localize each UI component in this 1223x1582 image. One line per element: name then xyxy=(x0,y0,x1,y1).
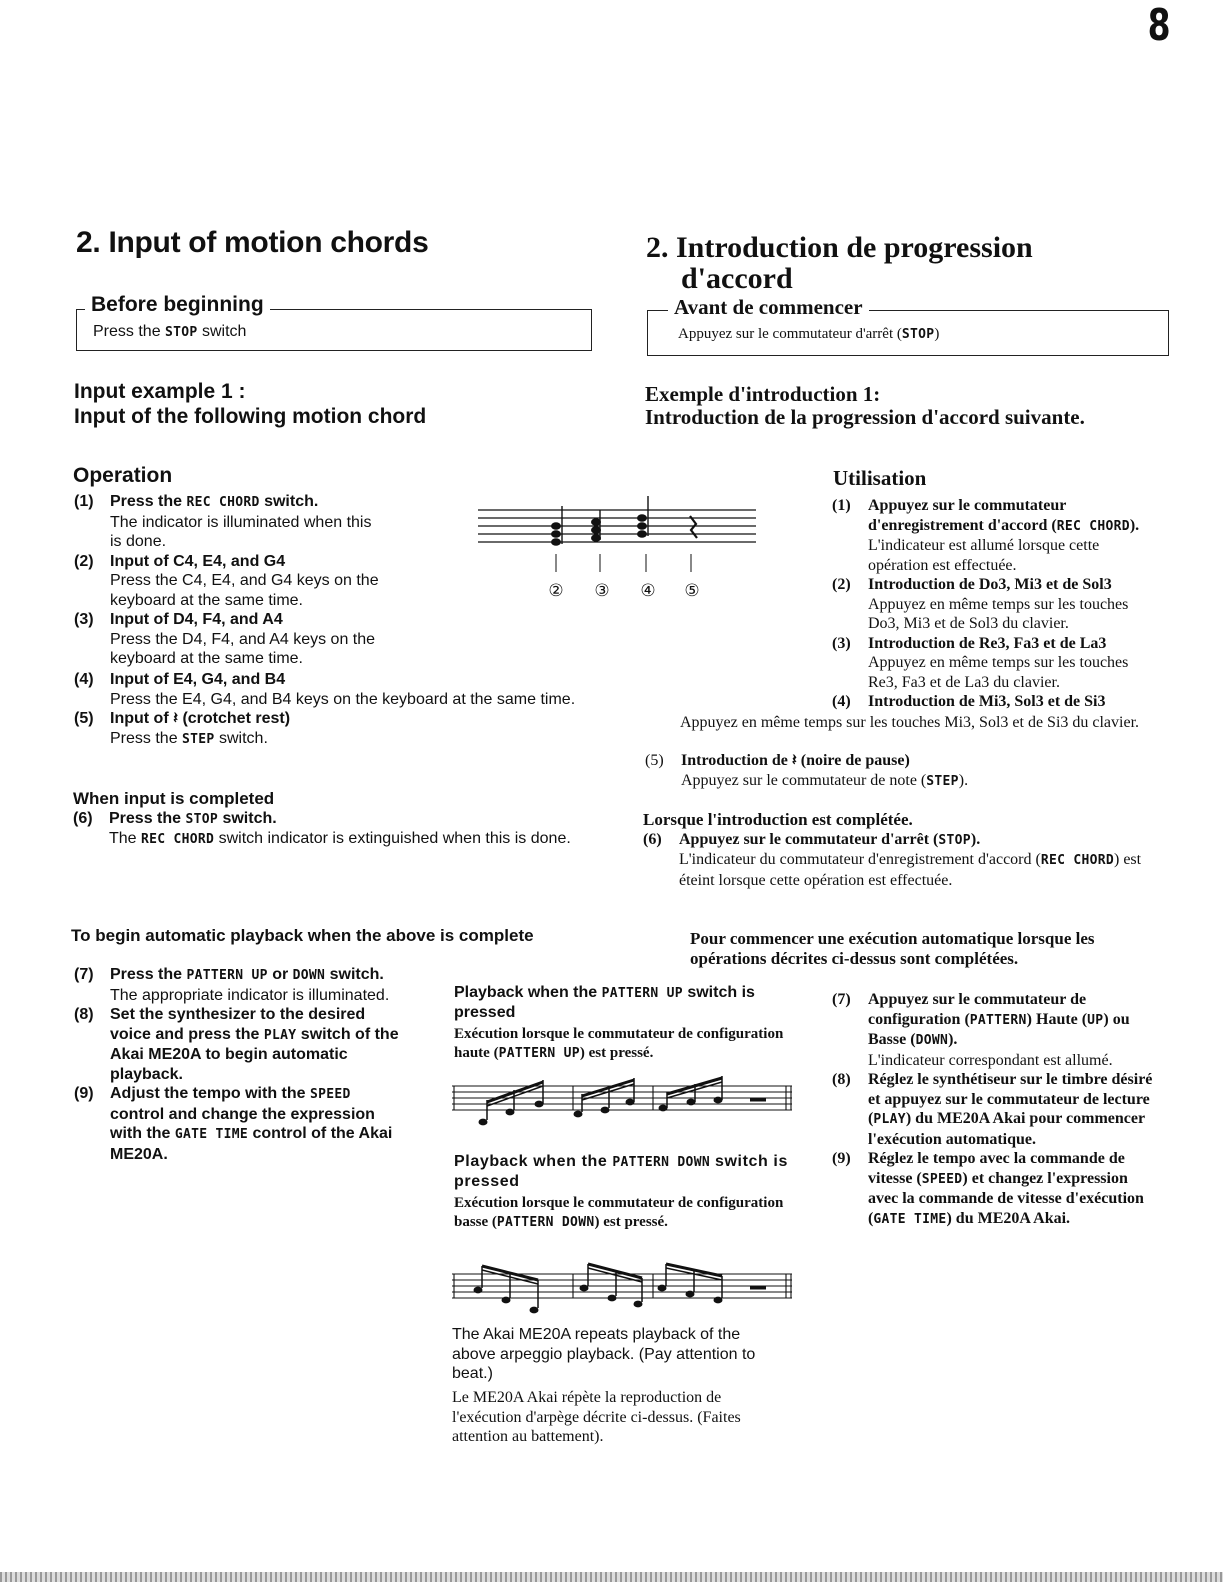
steps-en-1-3 xyxy=(74,492,379,669)
before-title-en: Before beginning xyxy=(85,293,270,317)
step-4-fr-text: Appuyez en même temps sur les touches Mi3, Sol3 et de Si3 du clavier. xyxy=(680,714,1140,731)
step-7-fr: (7) Appuyez sur le commutateur de configuration (PATTERN) Haute (UP) ou Basse (DOWN). L'indicateur correspondant est allumé. xyxy=(832,991,1130,1069)
chord-2-note xyxy=(551,530,561,538)
before-box-fr xyxy=(647,295,1169,356)
step-4-en: (4) Input of E4, G4, and B4 Press the E4, G4, and B4 keys on the keyboard at the same time. xyxy=(74,671,576,708)
chord-stems xyxy=(562,496,648,544)
pattern-down-caption: Playback when the PATTERN DOWN switch is pressed Exécution lorsque le commutateur de configuration basse (PATTERN DOWN) est pressé. xyxy=(454,1153,788,1230)
staff-rest-icon xyxy=(690,516,697,538)
pattern-up-caption: Playback when the PATTERN UP switch is pressed Exécution lorsque le commutateur de configuration haute (PATTERN UP) est pressé. xyxy=(454,984,784,1061)
step-9-fr: (9) Réglez le tempo avec la commande de vitesse (SPEED) et changez l'expression avec la commande de vitesse d'exécution (GATE TIME) du ME20A Akai. xyxy=(832,1150,1144,1227)
chord-notes xyxy=(551,514,647,546)
step-7-en: (7) Press the PATTERN UP or DOWN switch. The appropriate indicator is illuminated. xyxy=(74,966,390,1004)
steps-fr-7-9 xyxy=(832,990,1162,1229)
before-text-en: Press the STOP switch xyxy=(93,323,247,340)
before-text-fr: Appuyez sur le commutateur d'arrêt (STOP) xyxy=(678,326,940,342)
step-8-en: (8) Set the synthesizer to the desired voice and press the PLAY switch of the Akai ME20A to begin automatic playback. xyxy=(74,1006,399,1083)
staff-lines xyxy=(478,510,756,542)
step-2-en: (2) Input of C4, E4, and G4 Press the C4, E4, and G4 keys on the keyboard at the same time. xyxy=(74,552,379,609)
pattern-down-staff xyxy=(452,1262,796,1324)
crotchet-rest-icon: 𝄽 xyxy=(791,752,797,769)
chord-4-note xyxy=(637,530,647,538)
step-6-en: (6) Press the STOP switch. The REC CHORD switch indicator is extinguished when this is done. xyxy=(73,809,571,847)
chord-3-note xyxy=(591,518,601,526)
chord-3-note xyxy=(591,526,601,534)
before-title-fr: Avant de commencer xyxy=(668,295,869,320)
step-6-fr: (6) Appuyez sur le commutateur d'arrêt (STOP). L'indicateur du commutateur d'enregistrement d'accord (REC CHORD) est éteint lorsque cette opération est effectuée. xyxy=(643,830,1142,889)
step-1-fr: (1) Appuyez sur le commutateur d'enregistrement d'accord (REC CHORD). L'indicateur est allumé lorsque cette opération est effectuée. xyxy=(832,497,1140,574)
when-complete-fr: Lorsque l'introduction est complétée. (6) Appuyez sur le commutateur d'arrêt (STOP). L'indicateur du commutateur d'enregistrement d'accord (REC CHORD) est éteint lorsque cette opération est effectuée. xyxy=(643,810,1165,890)
motion-chord-staff xyxy=(478,496,768,602)
crotchet-rest-icon: 𝄽 xyxy=(173,710,178,727)
operation-heading-fr: Utilisation xyxy=(833,466,927,490)
step-9-en: (9) Adjust the tempo with the SPEED control and change the expression with the GATE TIME control of the Akai ME20A. xyxy=(74,1085,393,1163)
steps-fr-1-4 xyxy=(832,496,1162,712)
steps-en-4-5 xyxy=(74,670,594,749)
steps-en-7-9 xyxy=(74,965,404,1164)
when-complete-en: When input is completed (6) Press the STOP switch. The REC CHORD switch indicator is extinguished when this is done. xyxy=(73,789,593,850)
playback-heading-en: To begin automatic playback when the above is complete xyxy=(71,926,534,945)
example-heading-fr: Exemple d'introduction 1: Introduction de la progression d'accord suivante. xyxy=(645,382,1085,429)
scan-edge xyxy=(0,1572,1223,1582)
before-box-en xyxy=(76,293,592,351)
pattern-up-staff xyxy=(452,1072,796,1134)
chord-label: ③ xyxy=(594,581,610,601)
repeat-note-en: The Akai ME20A repeats playback of the above arpeggio playback. (Pay attention to beat.) xyxy=(452,1326,756,1382)
chord-2-note xyxy=(551,538,561,546)
playback-heading-fr: Pour commencer une exécution automatique lorsque les opérations décrites ci-dessus sont complétées. xyxy=(690,929,1095,968)
operation-heading-en: Operation xyxy=(73,464,173,487)
chord-3-note xyxy=(591,534,601,542)
step-4-fr: (4) Introduction de Mi3, Sol3 et de Si3 xyxy=(832,693,1106,710)
page-title-en: 2. Input of motion chords xyxy=(76,226,429,259)
step-5-fr: (5) Introduction de 𝄽 (noire de pause) Appuyez sur le commutateur de note (STEP). xyxy=(645,752,969,789)
chord-label: ② xyxy=(548,581,564,601)
step-1-en: (1) Press the REC CHORD switch. The indicator is illuminated when this is done. xyxy=(74,493,372,550)
page-title-fr: 2. Introduction de progression d'accord xyxy=(646,231,1033,295)
chord-label: ④ xyxy=(640,581,656,601)
chord-label: ⑤ xyxy=(684,581,700,601)
step-8-fr: (8) Réglez le synthétiseur sur le timbre désiré et appuyez sur le commutateur de lecture (PLAY) du ME20A Akai pour commencer l'exécution automatique. xyxy=(832,1071,1153,1148)
chord-2-note xyxy=(551,522,561,530)
step-3-en: (3) Input of D4, F4, and A4 Press the D4, F4, and A4 keys on the keyboard at the same time. xyxy=(74,611,376,667)
step-3-fr: (3) Introduction de Re3, Fa3 et de La3 Appuyez en même temps sur les touches Re3, Fa3 et de La3 du clavier. xyxy=(832,634,1129,691)
step-2-fr: (2) Introduction de Do3, Mi3 et de Sol3 Appuyez en même temps sur les touches Do3, Mi3 et de Sol3 du clavier. xyxy=(832,576,1129,632)
chord-4-note xyxy=(637,514,647,522)
chord-4-note xyxy=(637,522,647,530)
page-number: 8 xyxy=(1148,0,1171,51)
step-5-en: (5) Input of 𝄽 (crotchet rest) Press the STEP switch. xyxy=(74,710,291,747)
label-pointers xyxy=(556,554,691,572)
repeat-note-fr: Le ME20A Akai répète la reproduction de l'exécution d'arpège décrite ci-dessus. (Faites attention au battement). xyxy=(452,1389,741,1445)
example-heading-en: Input example 1 : Input of the following motion chord xyxy=(74,380,427,428)
